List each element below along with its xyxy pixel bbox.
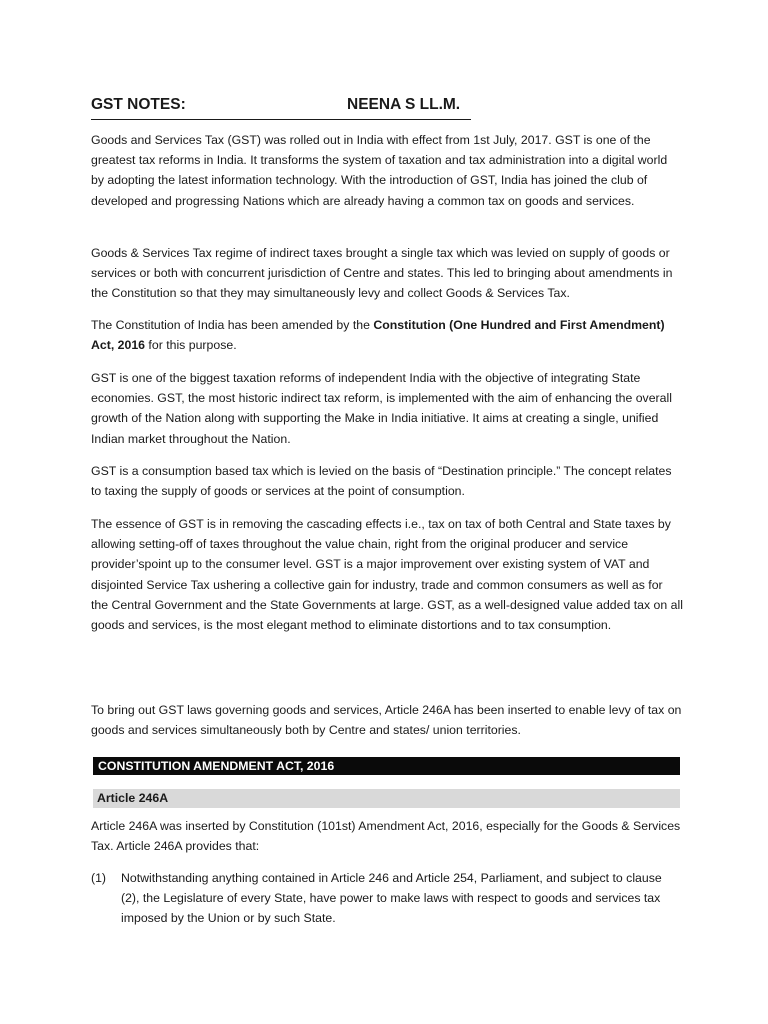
paragraph-article-246a: To bring out GST laws governing goods and services, Article 246A has been inserted to enable levy of tax on goods and services simultaneously both by Centre and states/ union territories. [91, 703, 682, 738]
paragraph-gst-regime: Goods & Services Tax regime of indirect taxes brought a single tax which was levied on supply of goods or services or both with concurrent jurisdiction of Centre and states. This led to bringing about amendments in the Constitution so that they may simultaneously levy and collect Goods & Services Tax. [91, 246, 673, 301]
paragraph-reform: GST is one of the biggest taxation reforms of independent India with the objective of integrating State economies. GST, the most historic indirect tax reform, is implemented with the aim of enhancing the overall growth of the Nation along with supporting the Make in India initiative. It aims at creating a single, unified Indian market throughout the Nation. [91, 371, 672, 446]
document-title: GST NOTES: [91, 96, 186, 113]
section-heading-band [93, 757, 680, 775]
paragraph-constitution [91, 315, 683, 355]
list-item-text: Notwithstanding anything contained in Article 246 and Article 254, Parliament, and subject to clause (2), the Legislature of every State, have power to make laws with respect to goods and services tax imposed by the Union or by such State. [121, 871, 662, 926]
paragraph-article-inserted: Article 246A was inserted by Constitution (101st) Amendment Act, 2016, especially for the Goods & Services Tax. Article 246A provides that: [91, 819, 681, 854]
document-author: NEENA S LL.M. [347, 96, 461, 113]
subsection-heading: Article 246A [97, 791, 169, 805]
paragraph-consumption: GST is a consumption based tax which is levied on the basis of “Destination principle.” The concept relates to taxing the supply of goods or services at the point of consumption. [91, 464, 672, 499]
paragraph-essence: The essence of GST is in removing the cascading effects i.e., tax on tax of both Central and State taxes by allowing setting-off of taxes throughout the value chain, right from the original producer and service provider’spoint up to the consumer level. GST is a major improvement over existing system of VAT and disjointed Service Tax ushering a collective gain for industry, trade and common consumers as well as for the Central Government and the State Governments at large. GST, as a well-designed value added tax on all goods and services, is the most elegant method to eliminate distortions and to tax consumption. [91, 517, 683, 633]
section-heading: CONSTITUTION AMENDMENT ACT, 2016 [98, 759, 335, 773]
list-item-number: (1) [91, 871, 107, 885]
paragraph-intro: Goods and Services Tax (GST) was rolled out in India with effect from 1st July, 2017. GST is one of the greatest tax reforms in India. It transforms the system of taxation and tax administration into a digital world by adopting the latest information technology. With the introduction of GST, India has joined the club of developed and progressing Nations which are already having a common tax on goods and services. [91, 133, 668, 208]
paragraph-constitution-post: for this purpose. [145, 338, 237, 353]
document-header [91, 95, 471, 120]
subsection-heading-band [93, 789, 680, 808]
paragraph-constitution-act: Constitution (One Hundred and First Amendment) Act, 2016 [91, 318, 665, 353]
paragraph-constitution-pre: The Constitution of India has been amended by the [91, 318, 374, 332]
